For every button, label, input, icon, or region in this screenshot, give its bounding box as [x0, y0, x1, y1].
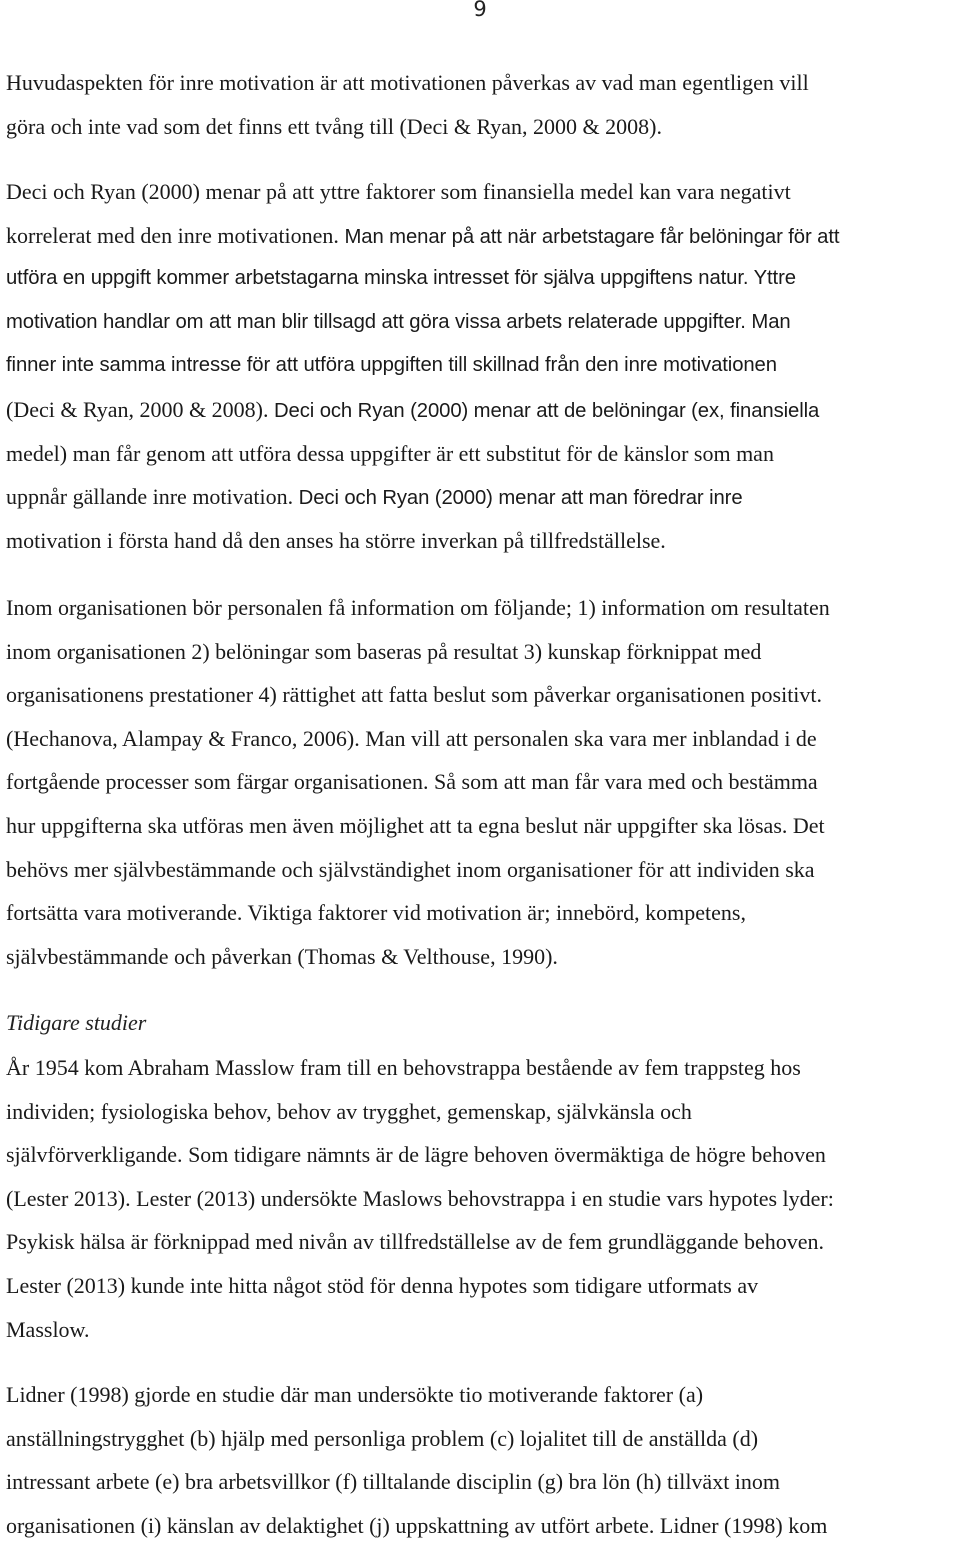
text-line: Huvudaspekten för inre motivation är att motivationen påverkas av vad man egentligen vill — [6, 70, 809, 95]
text-line — [6, 388, 956, 432]
text-line — [6, 1504, 956, 1541]
text-span: Lidner (1998) kom — [654, 1512, 828, 1538]
text-span: Som tidigare nämnts är de lägre behoven övermäktiga de högre behoven — [182, 1142, 826, 1168]
text-span: (Lester 2013). — [6, 1185, 131, 1211]
text-span: fortgående processer som färgar organisationen. — [6, 769, 429, 795]
text-line: År 1954 kom Abraham Masslow fram till en behovstrappa bestående av fem trappsteg hos — [6, 1055, 801, 1080]
text-line: Psykisk hälsa är förknippad med nivån av tillfredställelse av de fem grundläggande behoven. — [6, 1229, 825, 1255]
text-line: finner inte samma intresse för att utföra uppgiften till skillnad från den inre motivationen — [6, 354, 777, 377]
text-line: Masslow. — [6, 1316, 90, 1342]
text-span: Så som att man får vara med och bestämma — [428, 769, 818, 795]
text-span: Deci och Ryan (2000) menar att de belöningar (ex, finansiella — [268, 399, 820, 422]
paragraph-intrinsic-motivation — [6, 61, 956, 148]
text-span: Det — [787, 812, 825, 838]
text-line: Inom organisationen bör personalen få information om följande; 1) information om resultaten — [6, 595, 830, 620]
paragraph-lidner — [6, 1373, 956, 1541]
text-line: medel) man får genom att utföra dessa uppgifter är ett substitut för de känslor som man — [6, 440, 774, 466]
text-line — [6, 301, 956, 345]
text-span: utföra en uppgift kommer arbetstagarna minska intresset för själva uppgiftens natur. — [6, 267, 749, 290]
text-span: motivation handlar om att man blir tillsagd att göra vissa arbets relaterade uppgifter. — [6, 310, 746, 333]
text-span: (Deci & Ryan, 2000 & 2008). — [6, 396, 269, 422]
text-span: (Hechanova, Alampay & Franco, 2006). — [6, 725, 360, 751]
text-line — [6, 717, 956, 761]
text-span: Lester (2013) undersökte Maslows behovstrappa i en studie vars hypotes lyder: — [130, 1185, 834, 1211]
text-span: Yttre — [748, 267, 796, 290]
page-number: 9 — [473, 0, 487, 21]
text-line: inom organisationen 2) belöningar som baseras på resultat 3) kunskap förknippat med — [6, 638, 762, 664]
text-span: självförverkligande. — [6, 1142, 183, 1168]
text-line — [6, 214, 956, 258]
text-line — [6, 1133, 956, 1177]
text-span: fortsätta vara motiverande. — [6, 900, 243, 926]
text-span: Man menar på att när arbetstagare får belöningar för att — [338, 225, 840, 248]
text-line — [6, 891, 956, 935]
paragraph-organisation — [6, 586, 956, 978]
text-line — [6, 804, 956, 848]
text-span: uppnår gällande inre motivation. — [6, 484, 294, 510]
paragraph-maslow — [6, 1046, 956, 1351]
text-line: göra och inte vad som det finns ett tvång till (Deci & Ryan, 2000 & 2008). — [6, 113, 662, 139]
text-span: Man — [745, 310, 791, 333]
text-line: intressant arbete (e) bra arbetsvillkor (f) tilltalande disciplin (g) bra lön (h) tillväxt inom — [6, 1469, 781, 1495]
text-line: anställningstrygghet (b) hjälp med personliga problem (c) lojalitet till de anställda (d) — [6, 1425, 759, 1451]
text-line — [6, 257, 956, 301]
text-span: Deci och Ryan (2000) menar att man föredrar inre — [293, 487, 743, 510]
text-line: individen; fysiologiska behov, behov av trygghet, gemenskap, självkänsla och — [6, 1098, 692, 1124]
text-line: behövs mer självbestämmande och självständighet inom organisationer för att individen ska — [6, 856, 815, 882]
text-span: hur uppgifterna ska utföras men även möjlighet att ta egna beslut när uppgifter ska lösas. — [6, 812, 788, 838]
text-line: Lester (2013) kunde inte hitta något stöd för denna hypotes som tidigare utformats av — [6, 1272, 759, 1298]
text-line: organisationens prestationer 4) rättighet att fatta beslut som påverkar organisationen positivt. — [6, 682, 823, 708]
text-span: organisationen (i) känslan av delaktighet (j) uppskattning av utfört arbete. — [6, 1512, 655, 1538]
text-span: korrelerat med den inre motivationen. — [6, 222, 339, 248]
text-line: Deci och Ryan (2000) menar på att yttre faktorer som finansiella medel kan vara negativt — [6, 179, 791, 204]
text-line: motivation i första hand då den anses ha större inverkan på tillfredställelse. — [6, 527, 666, 553]
text-line — [6, 760, 956, 804]
text-span: Viktiga faktorer vid motivation är; innebörd, kompetens, — [242, 900, 746, 926]
text-line — [6, 475, 956, 519]
text-line: självbestämmande och påverkan (Thomas & Velthouse, 1990). — [6, 943, 558, 969]
paragraph-extrinsic-factors — [6, 170, 956, 562]
text-span: Man vill att personalen ska vara mer inblandad i de — [359, 725, 817, 751]
text-line: Lidner (1998) gjorde en studie där man undersökte tio motiverande faktorer (a) — [6, 1382, 704, 1407]
section-heading: Tidigare studier — [6, 1010, 147, 1035]
text-line — [6, 1177, 956, 1221]
